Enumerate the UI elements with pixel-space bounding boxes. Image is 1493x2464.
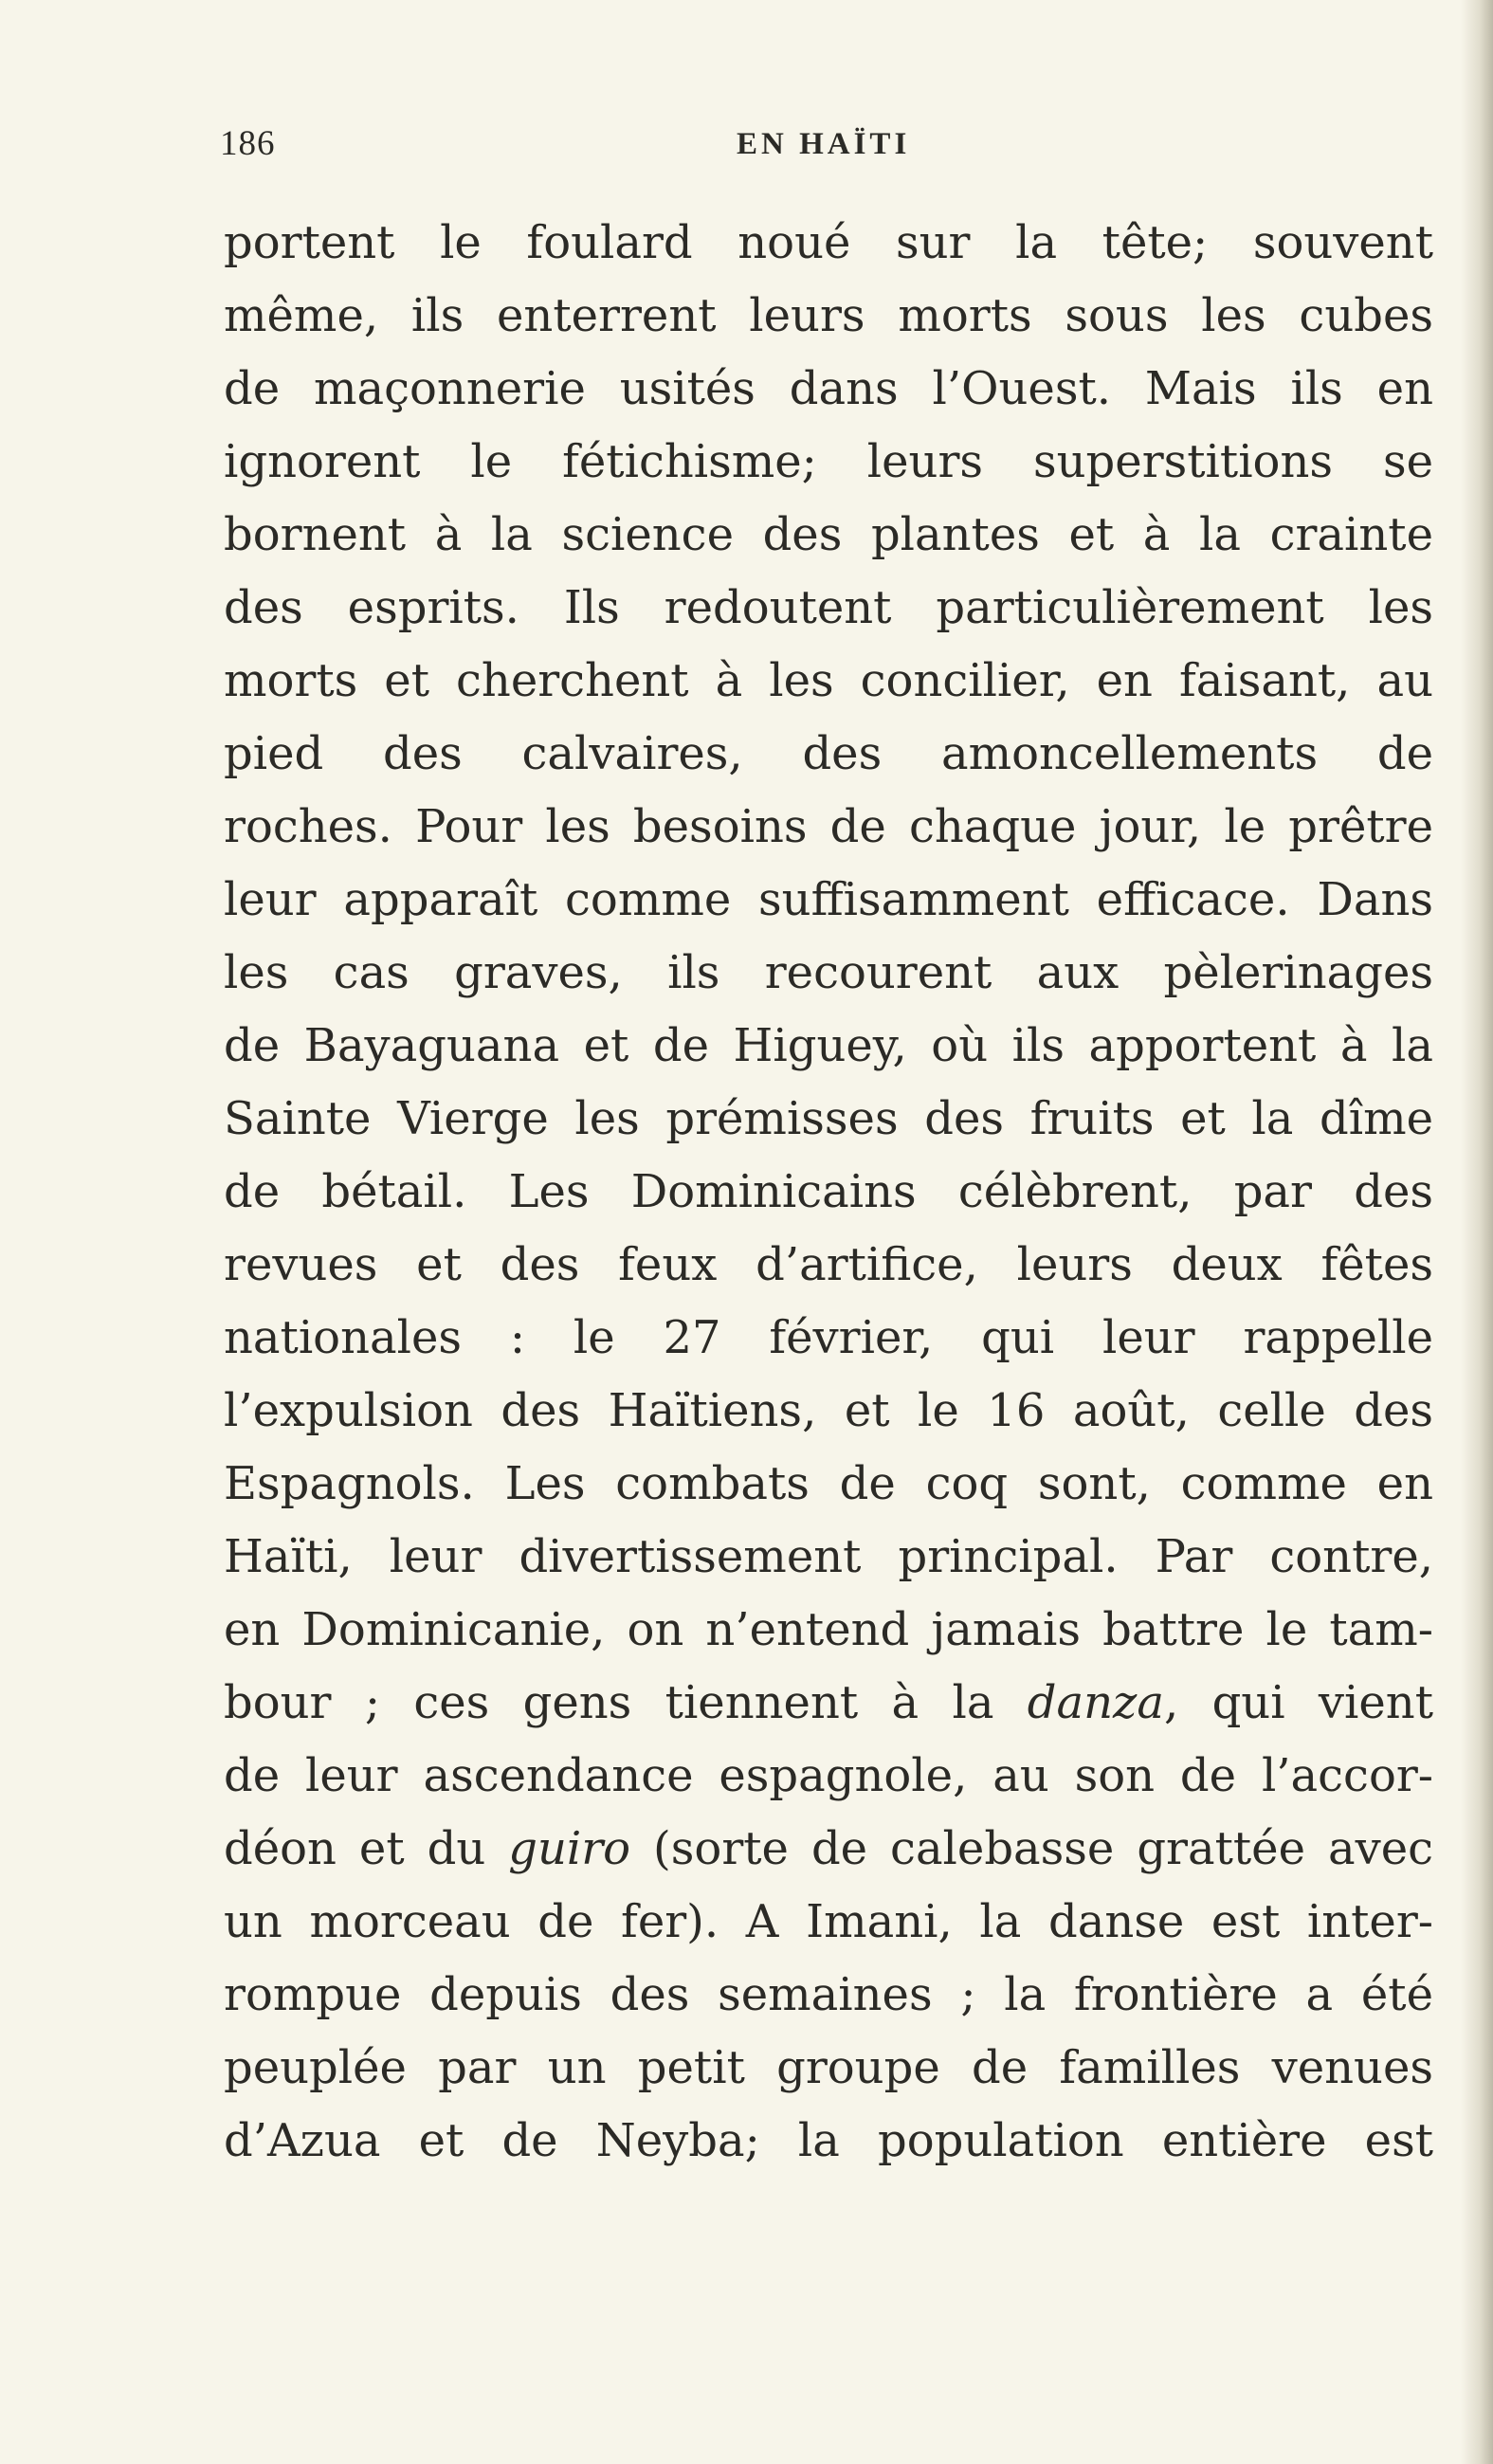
text-line: Sainte Vierge les prémisses des fruits et la dîme xyxy=(224,1092,1433,1145)
body-paragraph xyxy=(224,207,1433,2178)
page-header xyxy=(220,116,1433,173)
text-line: ignorent le fétichisme; leurs superstitions se xyxy=(224,435,1433,488)
text-line: Espagnols. Les combats de coq sont, comme en xyxy=(224,1457,1433,1510)
text-line: leur apparaît comme suffisamment efficace. Dans xyxy=(224,873,1433,926)
text-line: bour ; ces gens tiennent à la danza, qui vient xyxy=(224,1676,1433,1729)
text-line: d’Azua et de Neyba; la population entière est xyxy=(224,2114,1433,2167)
text-line: déon et du guiro (sorte de calebasse grattée avec xyxy=(224,1822,1433,1875)
text-line: peuplée par un petit groupe de familles venues xyxy=(224,2041,1433,2094)
text-line: Haïti, leur divertissement principal. Par contre, xyxy=(224,1530,1433,1583)
text-line: en Dominicanie, on n’entend jamais battre le tam- xyxy=(224,1603,1433,1656)
text-line: portent le foulard noué sur la tête; souvent xyxy=(224,216,1433,269)
text-line: bornent à la science des plantes et à la crainte xyxy=(224,508,1433,561)
text-line: rompue depuis des semaines ; la frontière a été xyxy=(224,1968,1433,2021)
text-line: les cas graves, ils recourent aux pèlerinages xyxy=(224,946,1433,999)
text-line: roches. Pour les besoins de chaque jour, le prêtre xyxy=(224,800,1433,853)
text-line: de maçonnerie usités dans l’Ouest. Mais ils en xyxy=(224,362,1433,415)
italic-term: guiro xyxy=(508,1822,631,1875)
text-line: morts et cherchent à les concilier, en faisant, au xyxy=(224,654,1433,707)
page-edge-shadow xyxy=(1461,0,1493,2464)
text-line: revues et des feux d’artifice, leurs deux fêtes xyxy=(224,1238,1433,1291)
text-line: nationales : le 27 février, qui leur rappelle xyxy=(224,1311,1433,1364)
running-head: EN HAÏTI xyxy=(737,127,911,161)
text-line: l’expulsion des Haïtiens, et le 16 août, celle des xyxy=(224,1384,1433,1437)
text-line: même, ils enterrent leurs morts sous les cubes xyxy=(224,289,1433,342)
italic-term: danza xyxy=(1027,1676,1164,1729)
page-number: 186 xyxy=(220,124,276,163)
text-line: un morceau de fer). A Imani, la danse est inter- xyxy=(224,1895,1433,1948)
text-line: de Bayaguana et de Higuey, où ils apportent à la xyxy=(224,1019,1433,1072)
text-line: des esprits. Ils redoutent particulièrement les xyxy=(224,581,1433,634)
text-line: pied des calvaires, des amoncellements de xyxy=(224,727,1433,780)
text-line: de bétail. Les Dominicains célèbrent, par des xyxy=(224,1165,1433,1218)
text-line: de leur ascendance espagnole, au son de l’accor- xyxy=(224,1749,1433,1802)
